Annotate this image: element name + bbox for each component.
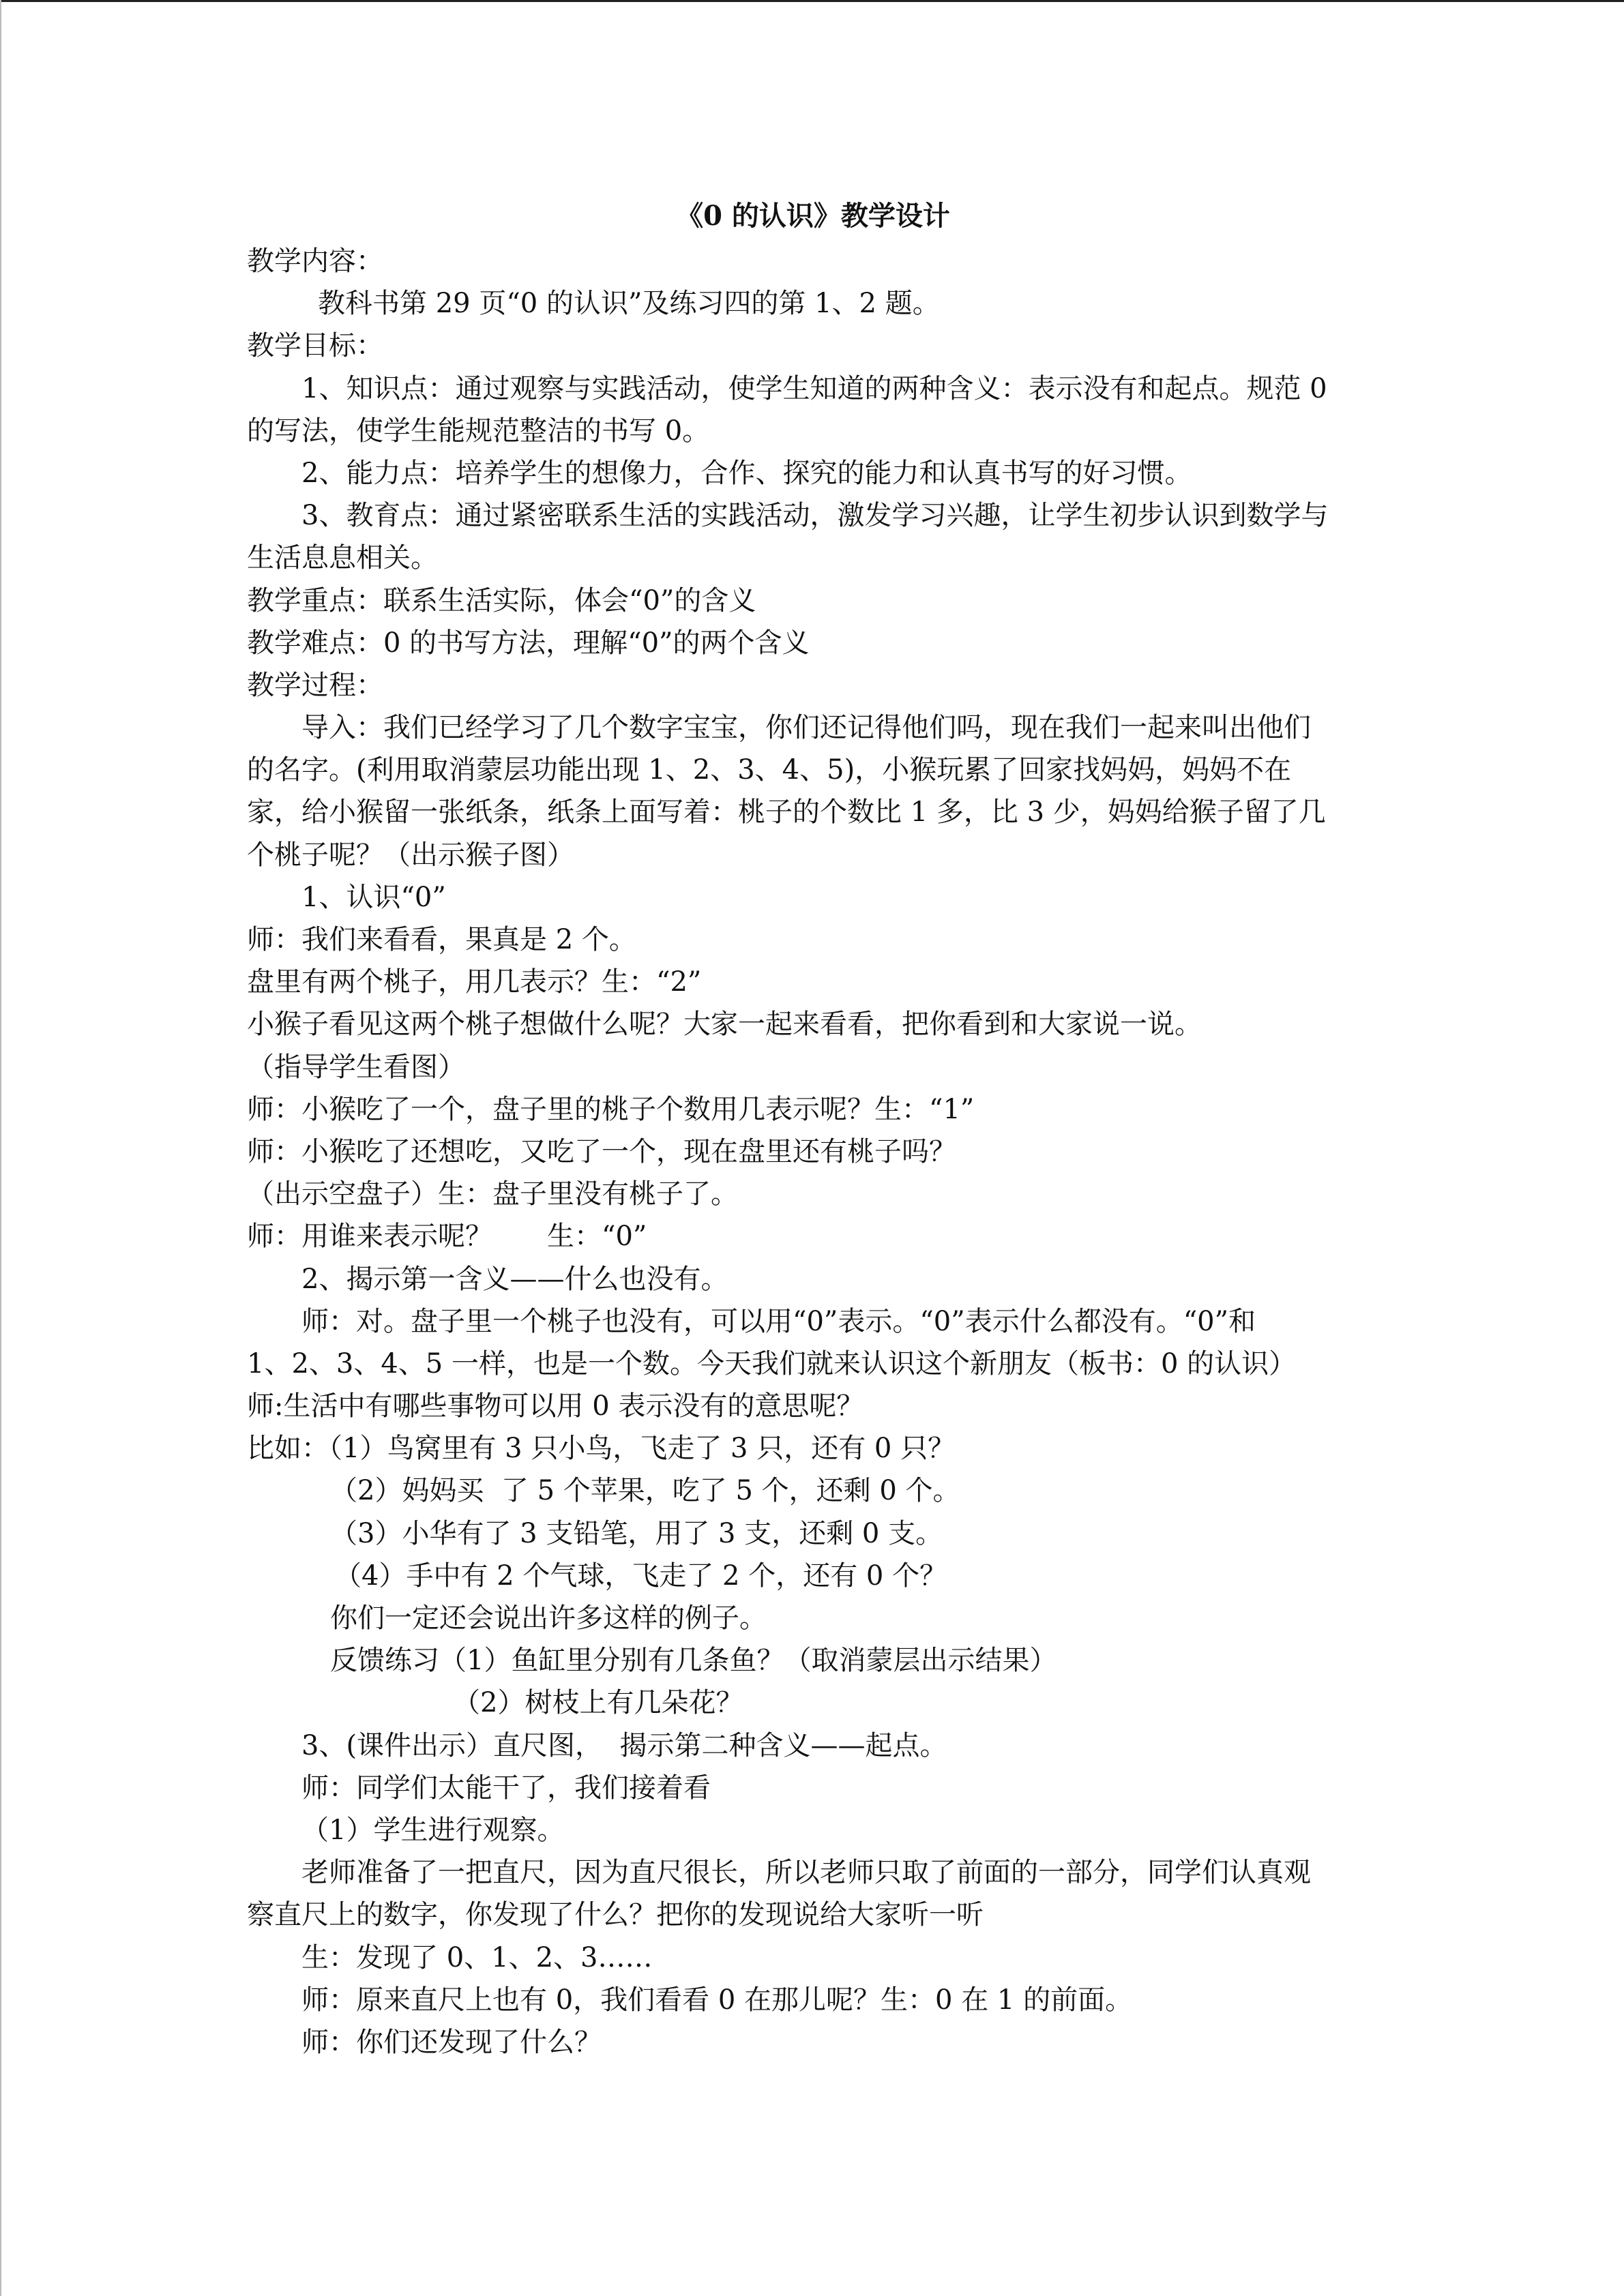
text-line: 师：原来直尺上也有 0，我们看看 0 在那儿呢？生：0 在 1 的前面。 [301,1984,1133,2016]
text-line: 师：同学们太能干了，我们接着看 [301,1772,711,1804]
text-line: （出示空盘子）生：盘子里没有桃子了。 [247,1178,738,1210]
text-line: 生活息息相关。 [247,542,438,574]
text-line: 1、认识“0” [301,881,446,913]
text-line: 反馈练习（1）鱼缸里分别有几条鱼？（取消蒙层出示结果） [330,1645,1057,1677]
text-line: 2、揭示第一含义——什么也没有。 [301,1263,728,1295]
text-line: 2、能力点：培养学生的想像力，合作、探究的能力和认真书写的好习惯。 [301,457,1192,489]
text-line: 3、(课件出示）直尺图， 揭示第二种含义——起点。 [301,1729,947,1761]
text-line: 师：小猴吃了一个，盘子里的桃子个数用几表示呢？生：“1” [247,1093,975,1125]
text-line: 个桃子呢？（出示猴子图） [247,839,574,871]
text-line: 察直尺上的数字，你发现了什么？把你的发现说给大家听一听 [247,1899,984,1931]
text-line: 教学难点：0 的书写方法，理解“0”的两个含义 [247,627,810,659]
text-line: 师：你们还发现了什么？ [301,2026,602,2058]
text-line: 生：发现了 0、1、2、3…… [301,1941,653,1973]
text-line: 老师准备了一把直尺，因为直尺很长，所以老师只取了前面的一部分，同学们认真观 [301,1857,1311,1889]
text-line: （3）小华有了 3 支铅笔，用了 3 支，还剩 0 支。 [330,1517,943,1549]
text-line: （指导学生看图） [247,1051,465,1083]
text-line: 的名字。(利用取消蒙层功能出现 1、2、3、4、5)，小猴玩累了回家找妈妈，妈妈不在 [247,754,1292,786]
text-line: 教学过程： [247,669,383,701]
text-line: 教学重点：联系生活实际，体会“0”的含义 [247,584,756,616]
text-line: 教科书第 29 页“0 的认识”及练习四的第 1、2 题。 [318,288,940,320]
top-border [0,0,1624,2]
text-line: 导入：我们已经学习了几个数字宝宝，你们还记得他们吗，现在我们一起来叫出他们 [301,712,1311,744]
text-line: 师：我们来看看，果真是 2 个。 [247,924,636,955]
text-line: 师：对。盘子里一个桃子也没有，可以用“0”表示。“0”表示什么都没有。“0”和 [301,1305,1256,1337]
text-line: （2）妈妈买 了 5 个苹果，吃了 5 个，还剩 0 个。 [330,1475,960,1507]
text-line: 盘里有两个桃子，用几表示？生：“2” [247,966,702,998]
text-line: 教学目标： [247,330,383,362]
text-line: 3、教育点：通过紧密联系生活的实践活动，激发学习兴趣，让学生初步认识到数学与 [301,500,1329,532]
left-border [0,0,1,2296]
text-line: 师：小猴吃了还想吃，又吃了一个，现在盘里还有桃子吗？ [247,1135,956,1167]
text-line: 教学内容： [247,245,383,277]
text-line: 1、知识点：通过观察与实践活动，使学生知道的两种含义：表示没有和起点。规范 0 [301,372,1327,404]
text-line: （1）学生进行观察。 [301,1814,565,1846]
text-line: 家，给小猴留一张纸条，纸条上面写着：桃子的个数比 1 多，比 3 少，妈妈给猴子留了几 [247,796,1326,829]
text-line: 师：用谁来表示呢？ 生：“0” [247,1221,647,1253]
text-line: （4）手中有 2 个气球，飞走了 2 个，还有 0 个？ [334,1560,947,1592]
text-line: 小猴子看见这两个桃子想做什么呢？大家一起来看看，把你看到和大家说一说。 [247,1009,1202,1041]
document-body [247,192,1379,2063]
text-line: 师:生活中有哪些事物可以用 0 表示没有的意思呢？ [247,1390,864,1422]
text-line: 比如：（1）鸟窝里有 3 只小鸟，飞走了 3 只，还有 0 只？ [247,1433,956,1465]
text-line: （2）树枝上有几朵花？ [453,1687,743,1719]
text-line: 的写法，使学生能规范整洁的书写 0。 [247,415,710,447]
document-title: 《0 的认识》教学设计 [676,200,950,232]
text-line: 1、2、3、4、5 一样，也是一个数。今天我们就来认识这个新朋友（板书：0 的认识） [247,1347,1297,1380]
text-line: 你们一定还会说出许多这样的例子。 [330,1602,767,1634]
